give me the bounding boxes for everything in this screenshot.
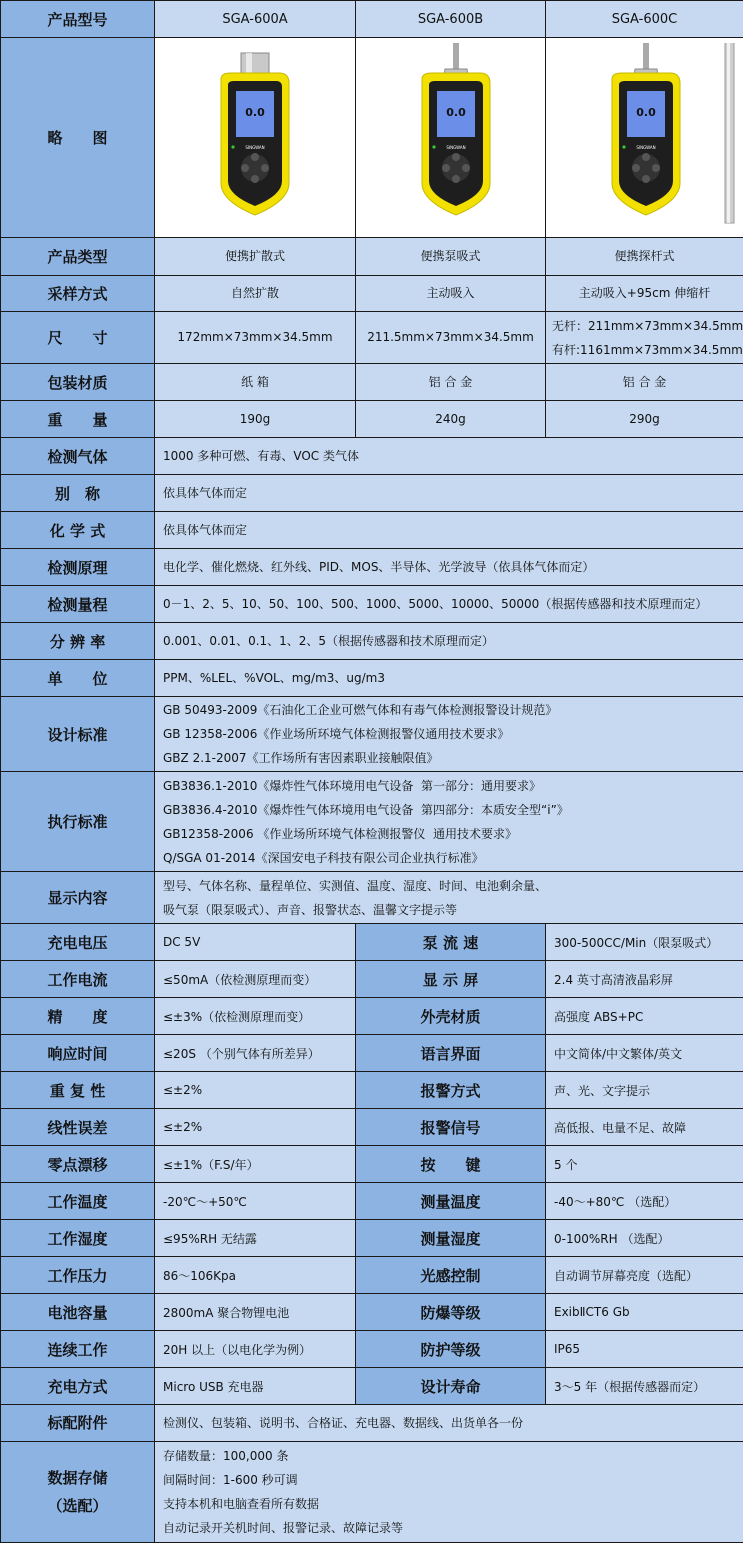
svg-text:0.0: 0.0 [245,106,265,119]
value-line: 290g [546,407,743,432]
value-line: 自然扩散 [155,281,355,306]
table-row [1,1220,743,1257]
table-row [1,475,743,512]
row-label: 设计标准 [1,697,155,772]
value-line: GB3836.4-2010《爆炸性气体环境用电气设备 第四部分：本质安全型“i”》 [163,798,743,822]
value-line: 依具体气体而定 [163,518,743,542]
value-line: 纸 箱 [155,370,355,395]
row-label: 测量湿度 [356,1220,546,1257]
row-label: 重 复 性 [1,1072,155,1109]
spec-value [155,438,743,475]
table-row [1,1109,743,1146]
table-row [1,660,743,697]
row-label: 重 量 [1,401,155,438]
row-label: 报警方式 [356,1072,546,1109]
spec-value [155,660,743,697]
row-label: 语言界面 [356,1035,546,1072]
spec-value: ExibⅡCT6 Gb [546,1294,743,1331]
table-row [1,961,743,998]
spec-value: 声、光、文字提示 [546,1072,743,1109]
product-image-device-diffusion [155,38,356,238]
table-row [1,1442,743,1543]
spec-value: 2800mA 聚合物锂电池 [155,1294,356,1331]
value-line: 间隔时间：1-600 秒可调 [163,1468,743,1492]
table-row [1,549,743,586]
spec-value: 86～106Kpa [155,1257,356,1294]
table-row [1,1405,743,1442]
model-value [155,238,356,276]
spec-value: DC 5V [155,924,356,961]
table-row [1,1331,743,1368]
table-row [1,238,743,276]
row-label: 显示内容 [1,872,155,924]
device-svg [356,43,556,233]
table-row [1,276,743,312]
model-value [155,276,356,312]
row-label: 略 图 [1,38,155,238]
row-label: 防爆等级 [356,1294,546,1331]
value-line: 检测仪、包装箱、说明书、合格证、充电器、数据线、出货单各一份 [163,1411,743,1435]
spec-value [155,697,743,772]
row-label: 分 辨 率 [1,623,155,660]
spec-value: 0-100%RH （选配） [546,1220,743,1257]
row-label: 工作电流 [1,961,155,998]
row-label: 检测量程 [1,586,155,623]
row-label: 防护等级 [356,1331,546,1368]
row-label: 别 称 [1,475,155,512]
table-row [1,312,743,364]
spec-value: 高低报、电量不足、故障 [546,1109,743,1146]
svg-text:SINGWAN: SINGWAN [636,145,655,150]
table-row [1,512,743,549]
spec-value: 高强度 ABS+PC [546,998,743,1035]
value-line: 铝 合 金 [356,370,545,395]
spec-value: 5 个 [546,1146,743,1183]
row-label: 充电电压 [1,924,155,961]
row-label: 测量温度 [356,1183,546,1220]
spec-value: 300-500CC/Min（限泵吸式） [546,924,743,961]
row-label: 精 度 [1,998,155,1035]
device-svg [155,43,355,233]
table-row [1,772,743,872]
spec-value [155,549,743,586]
row-label: 检测气体 [1,438,155,475]
model-value [356,238,546,276]
model-value [546,364,743,401]
product-image-device-probe-rod [546,38,743,238]
value-line: 支持本机和电脑查看所有数据 [163,1492,743,1516]
value-line: 存储数量：100,000 条 [163,1444,743,1468]
value-line: PPM、%LEL、%VOL、mg/m3、ug/m3 [163,666,743,690]
row-label: 零点漂移 [1,1146,155,1183]
spec-value: ≤95%RH 无结露 [155,1220,356,1257]
row-label: 泵 流 速 [356,924,546,961]
model-value [356,312,546,364]
row-label: 尺 寸 [1,312,155,364]
spec-value: ≤20S （个别气体有所差异） [155,1035,356,1072]
value-line: 无杆：211mm×73mm×34.5mm [552,314,743,338]
table-row [1,623,743,660]
row-label: 单 位 [1,660,155,697]
spec-value [155,872,743,924]
value-line: GBZ 2.1-2007《工作场所有害因素职业接触限值》 [163,746,743,770]
spec-value: Micro USB 充电器 [155,1368,356,1405]
value-line: Q/SGA 01-2014《深国安电子科技有限公司企业执行标准》 [163,846,743,870]
row-label: 执行标准 [1,772,155,872]
row-label: 按 键 [356,1146,546,1183]
spec-value: 20H 以上（以电化学为例） [155,1331,356,1368]
model-value [356,401,546,438]
device-svg [546,43,743,233]
svg-text:0.0: 0.0 [446,106,466,119]
spec-value [155,1442,743,1543]
row-label: 标配附件 [1,1405,155,1442]
row-label: 充电方式 [1,1368,155,1405]
spec-value [155,512,743,549]
table-row [1,401,743,438]
table-row [1,364,743,401]
table-row [1,872,743,924]
spec-value: ≤±3%（依检测原理而变） [155,998,356,1035]
value-line: 211.5mm×73mm×34.5mm [356,325,545,350]
row-label: 产品型号 [1,1,155,38]
spec-value: ≤±1%（F.S/年） [155,1146,356,1183]
value-line: 型号、气体名称、量程单位、实测值、温度、湿度、时间、电池剩余量、 [163,874,743,898]
model-value [155,312,356,364]
model-value [155,401,356,438]
row-label: 线性误差 [1,1109,155,1146]
value-line: 便携泵吸式 [356,244,545,269]
value-line: 172mm×73mm×34.5mm [155,325,355,350]
spec-value: -20℃～+50℃ [155,1183,356,1220]
model-name: SGA-600A [155,1,356,38]
table-row [1,38,743,238]
value-line: 有杆:1161mm×73mm×34.5mm [552,338,743,362]
row-label: 产品类型 [1,238,155,276]
value-line: GB 50493-2009《石油化工企业可燃气体和有毒气体检测报警设计规范》 [163,698,743,722]
model-value [356,276,546,312]
row-label: 光感控制 [356,1257,546,1294]
model-value [546,238,743,276]
spec-value: IP65 [546,1331,743,1368]
model-value [546,276,743,312]
value-line: 240g [356,407,545,432]
value-line: 铝 合 金 [546,370,743,395]
value-line: 便携探杆式 [546,244,743,269]
value-line: GB12358-2006 《作业场所环境气体检测报警仪 通用技术要求》 [163,822,743,846]
model-name: SGA-600B [356,1,546,38]
spec-value: 3～5 年（根据传感器而定） [546,1368,743,1405]
value-line: 依具体气体而定 [163,481,743,505]
row-label: 响应时间 [1,1035,155,1072]
table-row [1,1035,743,1072]
table-row [1,1294,743,1331]
value-line: GB 12358-2006《作业场所环境气体检测报警仪通用技术要求》 [163,722,743,746]
row-label: 检测原理 [1,549,155,586]
svg-text:SINGWAN: SINGWAN [446,145,465,150]
table-row [1,1368,743,1405]
table-row [1,1072,743,1109]
value-line: 190g [155,407,355,432]
table-row [1,697,743,772]
row-label: 设计寿命 [356,1368,546,1405]
spec-value [155,772,743,872]
value-line: 0－1、2、5、10、50、100、500、1000、5000、10000、50000（根据传感器和技术原理而定） [163,592,743,616]
row-label: 显 示 屏 [356,961,546,998]
row-label: 数据存储 （选配） [1,1442,155,1543]
spec-value: ≤±2% [155,1109,356,1146]
table-row [1,1183,743,1220]
spec-value: ≤50mA（依检测原理而变） [155,961,356,998]
spec-value: 自动调节屏幕亮度（选配） [546,1257,743,1294]
table-row [1,1,743,38]
model-value [155,364,356,401]
svg-text:SINGWAN: SINGWAN [245,145,264,150]
row-label: 采样方式 [1,276,155,312]
table-row [1,924,743,961]
row-label: 工作温度 [1,1183,155,1220]
spec-value [155,623,743,660]
value-line: GB3836.1-2010《爆炸性气体环境用电气设备 第一部分：通用要求》 [163,774,743,798]
model-value [546,312,743,364]
svg-text:0.0: 0.0 [636,106,656,119]
table-row [1,586,743,623]
row-label: 电池容量 [1,1294,155,1331]
row-label: 包装材质 [1,364,155,401]
table-row [1,998,743,1035]
row-label: 连续工作 [1,1331,155,1368]
value-line: 电化学、催化燃烧、红外线、PID、MOS、半导体、光学波导（依具体气体而定） [163,555,743,579]
model-value [546,401,743,438]
spec-value: 中文简体/中文繁体/英文 [546,1035,743,1072]
row-label: 工作湿度 [1,1220,155,1257]
spec-value [155,1405,743,1442]
table-row [1,438,743,475]
spec-value: -40～+80℃ （选配） [546,1183,743,1220]
spec-value [155,586,743,623]
value-line: 自动记录开关机时间、报警记录、故障记录等 [163,1516,743,1540]
product-image-device-pump [356,38,546,238]
value-line: 0.001、0.01、0.1、1、2、5（根据传感器和技术原理而定） [163,629,743,653]
model-name: SGA-600C [546,1,743,38]
value-line: 主动吸入 [356,281,545,306]
value-line: 主动吸入+95cm 伸缩杆 [546,281,743,306]
spec-value: 2.4 英寸高清液晶彩屏 [546,961,743,998]
row-label: 化 学 式 [1,512,155,549]
row-label: 外壳材质 [356,998,546,1035]
value-line: 吸气泵（限泵吸式）、声音、报警状态、温馨文字提示等 [163,898,743,922]
value-line: 1000 多种可燃、有毒、VOC 类气体 [163,444,743,468]
row-label: 工作压力 [1,1257,155,1294]
spec-value [155,475,743,512]
table-row [1,1257,743,1294]
value-line: 便携扩散式 [155,244,355,269]
spec-value: ≤±2% [155,1072,356,1109]
row-label: 报警信号 [356,1109,546,1146]
model-value [356,364,546,401]
table-row [1,1146,743,1183]
